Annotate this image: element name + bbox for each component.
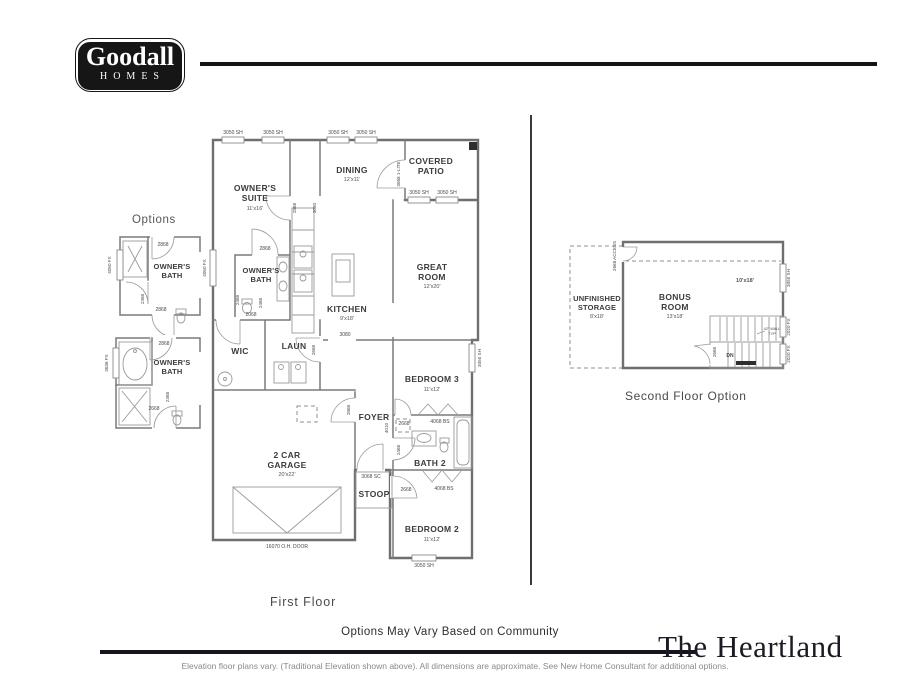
window-tag: 3050 SH xyxy=(328,130,348,136)
logo-tagline: HOMES xyxy=(99,71,165,82)
door-tag: 3068 1-LITE xyxy=(396,161,401,187)
room-dims-kitchen: 9'x18' xyxy=(339,316,355,322)
door-tag: 3068 SC xyxy=(361,474,381,480)
room-label-covered-patio: PATIO xyxy=(417,166,445,176)
room-label-covered-patio: COVERED xyxy=(408,156,454,166)
closet-tag: 4068 BS xyxy=(430,419,450,425)
window-tag: 3636 FX xyxy=(104,354,109,372)
room-label-option-bath-b: OWNER'S xyxy=(153,358,191,367)
window-tag: 3050 SH xyxy=(263,130,283,136)
options-caption: Options xyxy=(132,214,176,226)
room-label-storage: STORAGE xyxy=(577,303,617,312)
room-label-dining: DINING xyxy=(336,165,368,175)
laundry-fixtures xyxy=(218,362,306,386)
room-label-owners-suite: OWNER'S xyxy=(233,183,277,193)
room-label-bonus: ROOM xyxy=(661,302,689,312)
door-tag: 2668 xyxy=(712,346,717,358)
room-dims-garage: 20'x22' xyxy=(278,472,296,478)
first-floor-caption: First Floor xyxy=(270,595,337,609)
room-label-owners-bath: BATH xyxy=(250,275,272,284)
door-tag: 2468 xyxy=(258,297,263,309)
room-label-foyer: FOYER xyxy=(358,412,390,422)
door-tag: 2068 xyxy=(245,312,257,318)
room-label-laun: LAUN xyxy=(281,341,307,351)
disclaimer-text: Elevation floor plans vary. (Traditional Elevation shown above). All dimensions are approximate. See New Home Consultant for additional options. xyxy=(181,661,729,671)
room-label-bedroom3: BEDROOM 3 xyxy=(404,374,460,384)
room-label-owners-bath: OWNER'S xyxy=(242,266,280,275)
room-label-option-bath-a: BATH xyxy=(161,271,183,280)
door-tag: 2668 xyxy=(148,406,160,412)
kitchen-fixtures xyxy=(292,208,354,333)
room-label-bonus: BONUS xyxy=(658,292,692,302)
footer-divider-line xyxy=(100,650,697,654)
room-dims-owners-suite: 11'x16' xyxy=(246,206,264,212)
garage-door-tag: 16070 O.H. DOOR xyxy=(266,544,308,550)
room-dims-dining: 12'x11' xyxy=(343,177,361,183)
window-tag: 3050 SH xyxy=(437,190,457,196)
stairs xyxy=(694,316,783,368)
room-label-option-bath-b: BATH xyxy=(161,367,183,376)
stair-wall-note: TYP xyxy=(768,332,776,336)
door-tag: 3080 xyxy=(339,332,351,338)
door-tag: 2668 xyxy=(398,421,410,427)
logo-name: Goodall xyxy=(85,42,175,71)
option-bath-b xyxy=(104,335,203,431)
door-tag: 2868 xyxy=(157,242,169,248)
room-label-great-room: GREAT xyxy=(416,262,448,272)
door-tag: 2868 xyxy=(346,404,351,416)
room-label-storage: UNFINISHED xyxy=(573,294,621,303)
community-note: Options May Vary Based on Community xyxy=(341,626,559,638)
door-tag: 2468 xyxy=(165,391,170,403)
door-tag: 2468 xyxy=(396,444,401,456)
stair-wall-note: 42" WALL xyxy=(763,327,781,331)
room-dims-bedroom3: 11'x12' xyxy=(423,387,441,393)
option-bath-a xyxy=(107,234,203,337)
access-tag: 2668 ACCESS xyxy=(612,240,617,272)
window-tag: 3050 SH xyxy=(477,349,482,367)
room-label-stoop: STOOP xyxy=(358,489,390,499)
room-label-bedroom2: BEDROOM 2 xyxy=(404,524,460,534)
door-tag: 2668 xyxy=(311,344,316,356)
room-label-bath2: BATH 2 xyxy=(414,458,446,468)
room-label-great-room: ROOM xyxy=(418,272,446,282)
door-tag: 2868 xyxy=(259,246,271,252)
room-dims-storage: 8'x18' xyxy=(589,314,605,320)
room-dims-great-room: 12'x20' xyxy=(423,284,441,290)
second-floor-plan xyxy=(570,241,791,368)
second-floor-caption: Second Floor Option xyxy=(625,389,747,403)
window-tag: 3050 SH xyxy=(786,269,791,287)
room-label-wic: WIC xyxy=(231,346,249,356)
window-tag: 3050 SH xyxy=(356,130,376,136)
window-tag: 4050 FX xyxy=(202,259,207,277)
first-floor-plan xyxy=(202,130,482,569)
door-tag: 2668 xyxy=(400,487,412,493)
door-tag: 2468 xyxy=(235,294,240,306)
door-tag: 2468 xyxy=(140,293,145,305)
room-dims-bonus: 13'x18' xyxy=(666,314,684,320)
window-tag: 4050 FX xyxy=(107,256,112,274)
room-label-garage: GARAGE xyxy=(267,460,307,470)
area-dims: 10'x18' xyxy=(736,278,754,284)
room-label-owners-suite: SUITE xyxy=(241,193,269,203)
dim-tag: 4010 xyxy=(384,422,389,434)
stair-direction: DN xyxy=(726,353,734,359)
door-tag: 2868 xyxy=(158,341,170,347)
window-tag: 2020 FX xyxy=(786,318,791,336)
door-tag: 3080 xyxy=(312,202,317,214)
window-tag: 3050 SH xyxy=(223,130,243,136)
door-tag: 2868 xyxy=(155,307,167,313)
room-label-kitchen: KITCHEN xyxy=(327,304,367,314)
window-tag: 3050 SH xyxy=(414,563,434,569)
room-label-option-bath-a: OWNER'S xyxy=(153,262,191,271)
plan-name-title: The Heartland xyxy=(658,629,843,664)
room-dims-bedroom2: 11'x12' xyxy=(423,537,441,543)
room-label-garage: 2 CAR xyxy=(273,450,301,460)
window-tag: 2020 FX xyxy=(786,345,791,363)
closet-tag: 4068 BS xyxy=(434,486,454,492)
window-tag: 3050 SH xyxy=(409,190,429,196)
door-tag: 2868 xyxy=(292,202,297,214)
